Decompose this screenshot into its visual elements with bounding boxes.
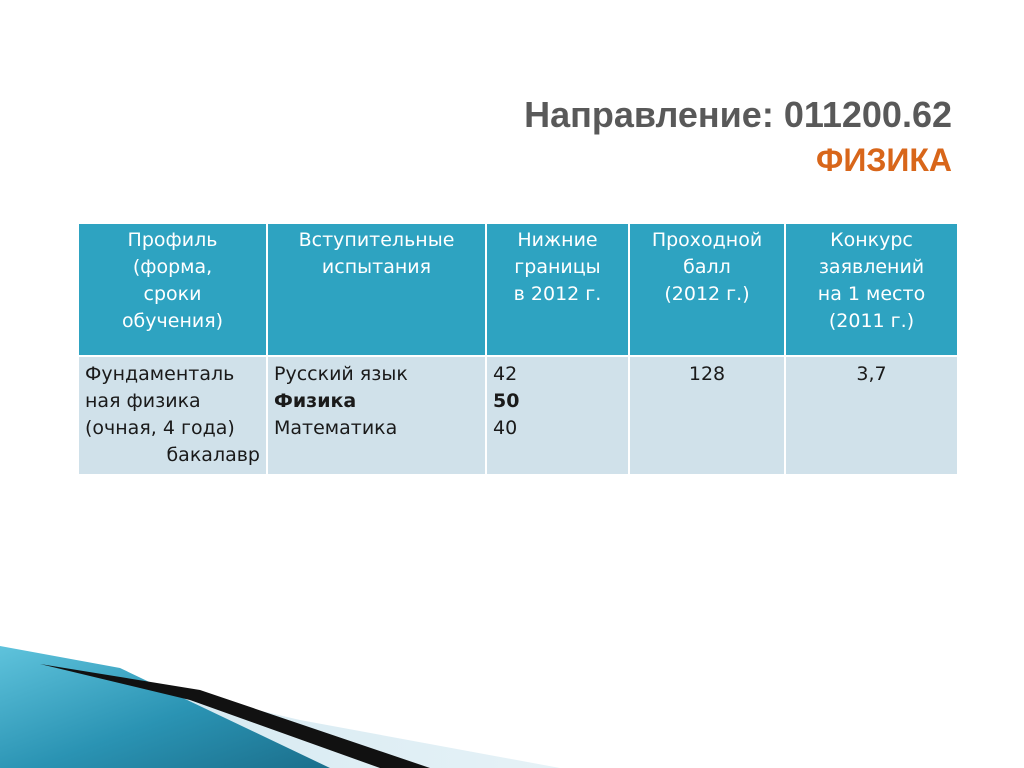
header-exams (267, 223, 486, 356)
header-text: границы (514, 256, 601, 278)
passing-score-value: 128 (688, 363, 726, 385)
profile-line: (очная, 4 года) (85, 417, 235, 439)
cell-profile (78, 356, 267, 475)
header-text: Нижние (517, 229, 598, 251)
decorative-wave (0, 620, 1024, 768)
table-header-row (78, 223, 958, 356)
profile-line: Фундаменталь (85, 363, 235, 385)
slide-title: Направление: 011200.62 (524, 94, 952, 135)
admission-table (77, 222, 959, 476)
header-text: (2012 г.) (664, 283, 750, 305)
header-text: сроки (143, 283, 202, 305)
header-text: (2011 г.) (828, 310, 915, 332)
exam-math: Математика (274, 417, 398, 439)
header-passing-score (629, 223, 785, 356)
min-score-physics: 50 (493, 390, 520, 412)
header-text: на 1 место (817, 283, 926, 305)
min-score-russian: 42 (493, 363, 518, 385)
profile-line: ная физика (85, 390, 201, 412)
header-text: испытания (321, 256, 432, 278)
profile-degree: бакалавр (166, 444, 260, 466)
cell-competition (785, 356, 958, 475)
header-min-scores (486, 223, 629, 356)
exam-russian: Русский язык (274, 363, 408, 385)
slide-subtitle: ФИЗИКА (816, 142, 952, 178)
header-competition (785, 223, 958, 356)
cell-min-scores (486, 356, 629, 475)
header-text: Профиль (127, 229, 218, 251)
header-text: обучения) (121, 310, 224, 332)
header-text: Конкурс (830, 229, 913, 251)
cell-passing-score (629, 356, 785, 475)
competition-value: 3,7 (856, 363, 887, 385)
min-score-math: 40 (493, 417, 518, 439)
header-text: (форма, (132, 256, 213, 278)
blue-wave-shape (0, 646, 330, 768)
header-text: Вступительные (298, 229, 455, 251)
header-text: Проходной (651, 229, 763, 251)
table-row (78, 356, 958, 475)
header-text: в 2012 г. (513, 283, 602, 305)
header-profile (78, 223, 267, 356)
exam-physics: Физика (274, 390, 357, 412)
header-text: балл (683, 256, 731, 278)
header-text: заявлений (818, 256, 925, 278)
cell-exams (267, 356, 486, 475)
